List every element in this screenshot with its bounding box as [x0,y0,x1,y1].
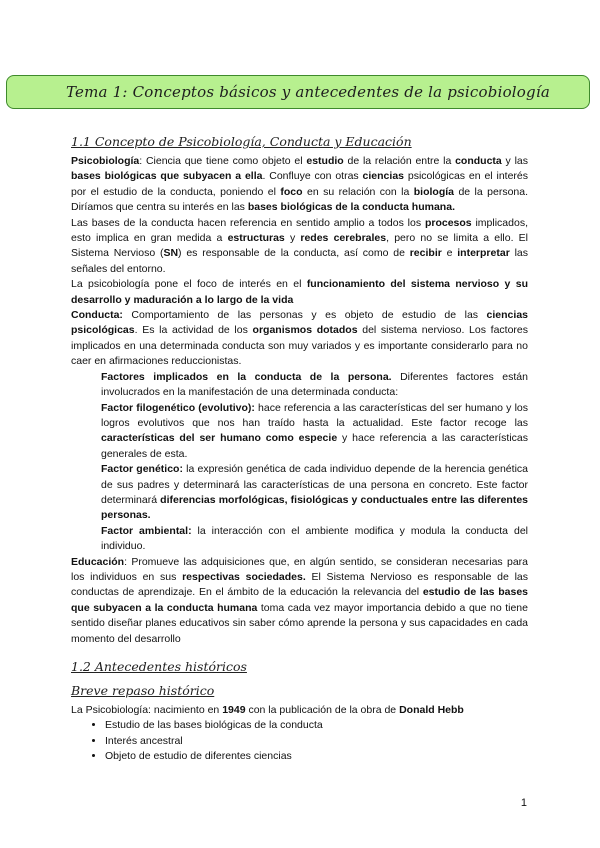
bold-text-run: procesos [424,216,472,229]
text-run: en su relación con la [302,185,414,198]
text-run: implicados, esto implica en gran medida a [71,216,528,245]
bold-text-run: foco [280,185,303,198]
section-2-heading: 1.2 Antecedentes históricos [71,659,247,674]
bold-text-run: estructuras [227,232,285,245]
section-1-heading: 1.1 Concepto de Psicobiología, Conducta y Educación [71,134,412,149]
bold-text-run: respectivas sociedades. [182,570,306,583]
text-run: , pero no se limita a ello. El Sistema Nervioso ( [71,232,529,260]
text-run: y hace referencia a las características generales de esta. [101,432,528,460]
text-run: del sistema nervioso. Los factores implicados en una determinada conducta son muy variados y es importante considerarlo para no caer en afirmaciones reduccionistas. [71,324,528,368]
text-run: psicológicas en el interés por el estudio de la conducta, poniendo el [71,170,529,198]
bold-text-run: Donald Hebb [399,704,464,716]
bold-text-run: ciencias [362,170,404,183]
page-number: 1 [520,797,527,809]
bold-text-run: bases biológicas de la conducta humana. [247,201,455,214]
paragraph-factor-filogenetico [71,401,528,463]
section-2-subheading: Breve repaso histórico [71,683,215,698]
text-run: Comportamiento de las personas y es objeto de estudio de las [122,309,487,322]
bold-text-run: conducta [455,155,502,167]
text-run: : Ciencia que tiene como objeto el [139,155,307,167]
page-title: Tema 1: Conceptos básicos y antecedentes de la psicobiología [66,83,550,101]
bold-text-run: Psicobiología [71,155,140,167]
paragraph-educacion [71,555,528,647]
paragraph-factores [71,370,528,401]
bold-text-run: interpretar [457,247,510,260]
text-run: ) es responsable de la conducta, así como de [178,247,410,260]
bold-text-run: Educación [71,555,125,568]
paragraph-psicobiologia [71,154,528,216]
text-run: La psicobiología pone el foco de interés en el [71,278,307,291]
bold-text-run: bases biológicas que subyacen a ella [71,170,263,183]
paragraph-conducta [71,308,528,370]
text-run: la interacción con el ambiente modifica y modula la conducta del individuo. [101,524,529,553]
paragraph-factor-genetico [71,462,528,524]
text-run: : Promueve las adquisiciones que, en algún sentido, se consideran necesarias para los individuos en sus [71,555,528,583]
text-run: Las bases de la conducta hacen referencia en sentido amplio a todos los [71,216,425,229]
text-run: de la relación entre la [343,155,456,167]
bold-text-run: Factor genético: [101,463,183,476]
bold-text-run: redes cerebrales [300,232,387,245]
bold-text-run: organismos dotados [252,324,358,337]
text-run: e [441,247,458,260]
text-run: toma cada vez mayor importancia debido a que no tiene sentido diseñar planes educativos sin saber cómo aprende la persona y sus capacidades en cada momento del desarrollo [71,601,528,645]
bold-text-run: SN [163,247,179,260]
text-run: las señales del entorno. [71,247,528,275]
bold-text-run: recibir [409,247,442,260]
text-run: con la publicación de la obra de [245,704,400,716]
text-run: La Psicobiología: nacimiento en [71,704,223,716]
bold-text-run: Factor filogenético (evolutivo): [101,401,255,414]
paragraph-bases-conducta [71,216,528,278]
list-item: • Objeto de estudio de diferentes ciencias [105,749,528,764]
bullet-list [71,718,528,764]
bold-text-run: estudio de las bases que subyacen a la conducta humana [71,586,528,614]
bold-text-run: biología [413,185,455,198]
paragraph-foco-interes [71,277,528,308]
paragraph-factor-ambiental [71,524,528,555]
text-run: El Sistema Nervioso es responsable de las conductas de aprendizaje. En el ámbito de la educación la relevancia del [71,570,529,599]
bold-text-run: funcionamiento del sistema nervioso y su desarrollo y maduración a lo largo de la vida [71,278,529,306]
text-run: de la persona. Diríamos que centra su interés en las [71,185,529,214]
text-run: . Confluye con otras [262,170,363,183]
bold-text-run: 1949 [222,704,246,716]
document-body [71,132,528,765]
text-run: y [284,232,301,245]
bold-text-run: Factores implicados en la conducta de la persona. [101,370,392,383]
list-item: • Estudio de las bases biológicas de la conducta [105,718,528,733]
bold-text-run: diferencias morfológicas, fisiológicas y conductuales entre las diferentes personas. [101,493,528,522]
bold-text-run: ciencias psicológicas [71,309,528,337]
bold-text-run: características del ser humano como especie [101,432,338,445]
text-run: y las [501,155,528,167]
text-run: la expresión genética de cada individuo depende de la herencia genética de sus padres y determinará las características de una persona en concreto. Este factor determinará [101,463,528,506]
bold-text-run: Factor ambiental: [101,524,192,537]
paragraph-nacimiento [71,703,528,718]
text-run: Diferentes factores están involucrados en la manifestación de una determinada conducta: [101,370,528,399]
bold-text-run: Conducta: [71,309,123,322]
list-item: • Interés ancestral [105,734,528,749]
text-run: . Es la actividad de los [134,324,253,337]
title-banner [6,75,590,109]
bold-text-run: estudio [306,155,344,167]
text-run: hace referencia a las características del ser humano y los logros evolutivos que nos han traído hasta la actualidad. Este factor recoge las [101,401,528,429]
